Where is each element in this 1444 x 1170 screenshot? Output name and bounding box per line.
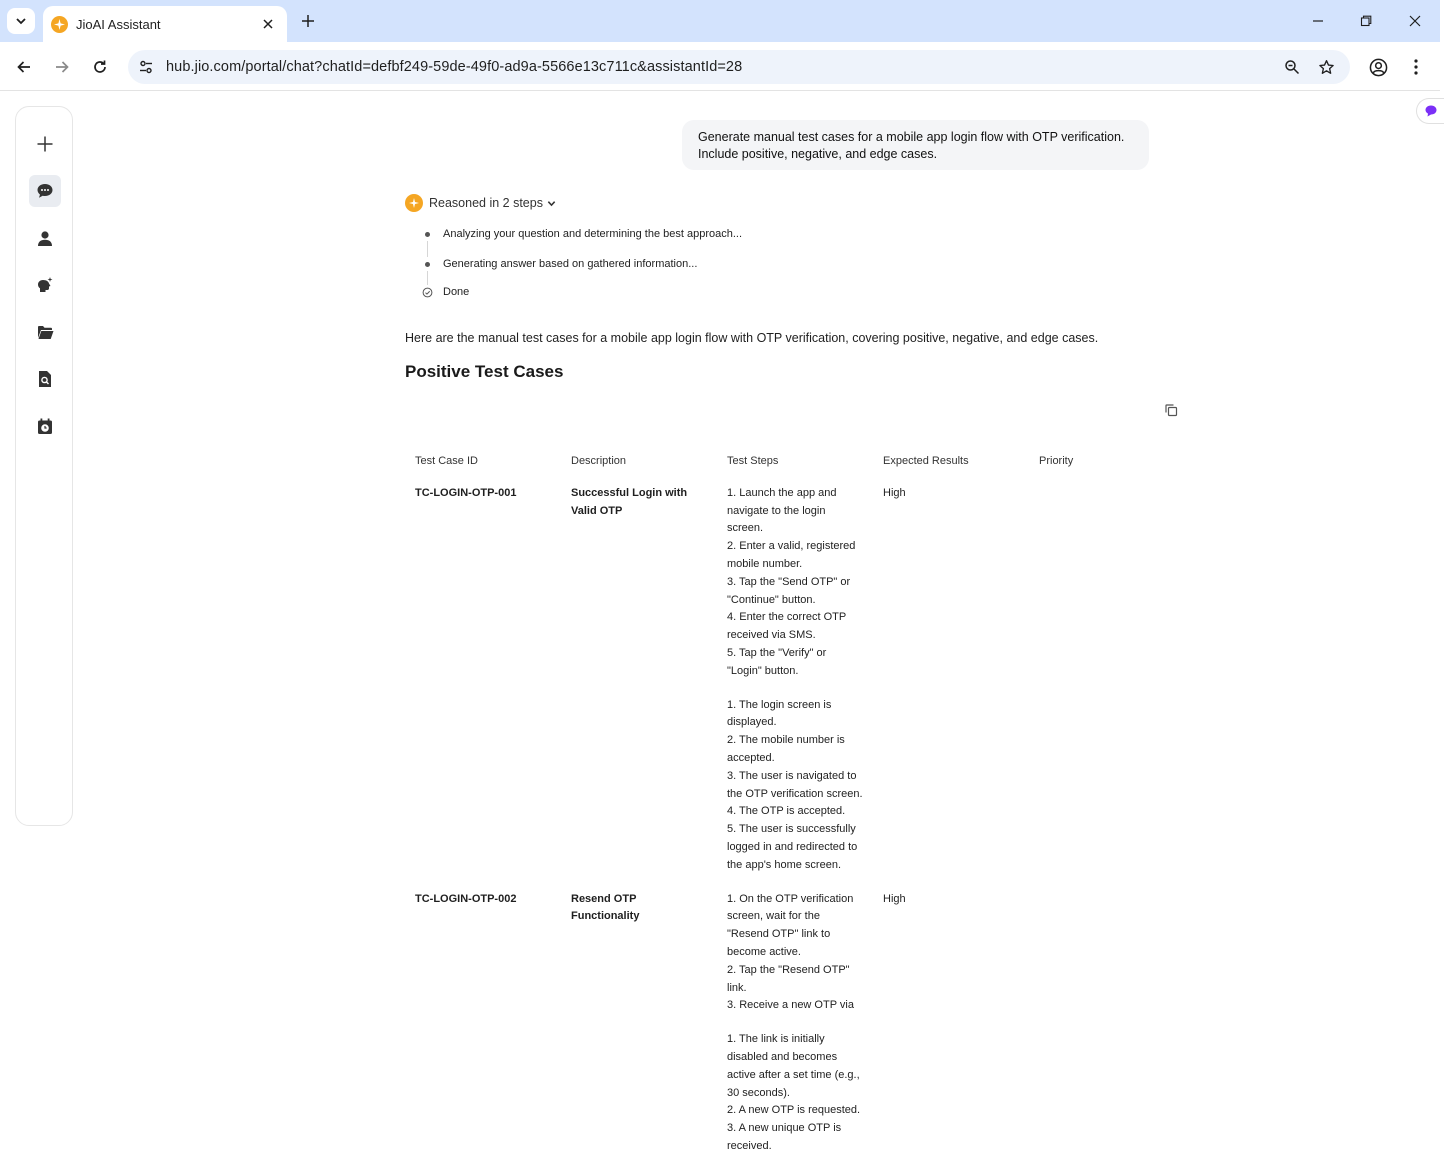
chevron-down-icon: [547, 198, 557, 208]
arrow-right-icon: [54, 59, 70, 75]
brain-sparkle-icon: [36, 276, 54, 294]
chat-bubble-icon: [1424, 104, 1438, 118]
bullet-icon: [420, 257, 434, 271]
column-header: Test Steps: [727, 455, 779, 467]
person-icon: [37, 230, 53, 247]
test-case-expected: 1. The link is initially disabled and becomes active after a set time (e.g., 30 seconds). 2. A new OTP is requested. 3. A new unique OTP is received.: [727, 1033, 861, 1152]
floating-assistant-button[interactable]: [1416, 98, 1444, 124]
url-text: hub.jio.com/portal/chat?chatId=defbf249-59de-49f0-ad9a-5566e13c711c&assistantId=28: [166, 59, 743, 75]
minimize-button[interactable]: [1305, 8, 1331, 34]
bookmark-button[interactable]: [1314, 55, 1338, 79]
browser-toolbar: [0, 42, 1440, 91]
section-title: Positive Test Cases: [405, 362, 564, 381]
forward-button[interactable]: [49, 54, 75, 80]
reasoning-step-text: Generating answer based on gathered information...: [443, 258, 698, 270]
test-case-steps: 1. On the OTP verification screen, wait for the "Resend OTP" link to become active. 2. Tap the "Resend OTP" link. 3. Receive a new OTP via: [727, 892, 854, 1012]
address-bar[interactable]: [128, 50, 1350, 84]
folder-icon: [37, 325, 54, 340]
menu-button[interactable]: [1403, 54, 1429, 80]
sidebar-item-documents[interactable]: [29, 363, 61, 395]
tab-close-button[interactable]: [259, 15, 277, 33]
reasoning-step-text: Analyzing your question and determining the best approach...: [443, 228, 743, 240]
sidebar-item-assistants[interactable]: [29, 222, 61, 254]
reasoning-label: Reasoned in 2 steps: [429, 196, 543, 210]
check-circle-icon: [420, 285, 434, 299]
reasoning-step: [420, 285, 469, 299]
zoom-icon: [1284, 59, 1300, 75]
test-case-description: Successful Login with Valid OTP: [571, 486, 688, 517]
reasoning-step-text: Done: [443, 286, 470, 298]
test-cases-table: [405, 449, 1129, 1170]
test-case-id: TC-LOGIN-OTP-002: [415, 892, 517, 905]
reasoning-step: [420, 257, 697, 271]
test-case-priority: High: [883, 486, 906, 499]
table-row: [405, 889, 1129, 1170]
table-header-row: [405, 449, 1129, 483]
profile-button[interactable]: [1365, 54, 1391, 80]
tab-title: JioAI Assistant: [76, 16, 161, 32]
sparkle-icon: [405, 194, 423, 212]
test-case-id: TC-LOGIN-OTP-001: [415, 486, 517, 499]
doc-search-icon: [37, 370, 53, 388]
tab-search-button[interactable]: [7, 8, 35, 34]
sidebar-item-chats[interactable]: [29, 175, 61, 207]
copy-table-button[interactable]: [1163, 402, 1179, 418]
reasoning-toggle[interactable]: [405, 194, 557, 212]
restore-icon: [1360, 15, 1372, 27]
kebab-icon: [1414, 59, 1418, 75]
plus-icon: [36, 135, 54, 153]
tune-icon[interactable]: [130, 51, 162, 83]
test-case-steps: 1. Launch the app and navigate to the login screen. 2. Enter a valid, registered mobile number. 3. Tap the "Send OTP" or "Continue" button. 4. Enter the correct OTP received via SMS. 5. Tap the "Verify" or "Login" button.: [727, 486, 856, 677]
sparkle-icon: [51, 16, 68, 33]
close-icon: [1409, 15, 1421, 27]
answer-intro: Here are the manual test cases for a mobile app login flow with OTP verification, covering positive, negative, and edge cases.: [405, 331, 1099, 345]
chat-bubble-icon: [36, 182, 54, 200]
window-close-button[interactable]: [1402, 8, 1428, 34]
new-chat-button[interactable]: [29, 128, 61, 160]
copy-icon: [1164, 403, 1178, 417]
arrow-left-icon: [16, 59, 32, 75]
tab-strip: [0, 0, 1440, 42]
back-button[interactable]: [11, 54, 37, 80]
table-row: [405, 483, 1129, 889]
sidebar-item-tools[interactable]: [29, 269, 61, 301]
calendar-clock-icon: [37, 418, 53, 435]
user-message-line: Include positive, negative, and edge cases.: [698, 147, 938, 161]
left-sidebar: [15, 106, 73, 826]
user-message-line: Generate manual test cases for a mobile app login flow with OTP verification.: [698, 130, 1125, 144]
column-header: Priority: [1039, 455, 1074, 467]
test-case-expected: 1. The login screen is displayed. 2. The mobile number is accepted. 3. The user is navigated to the OTP verification screen. 4. The OTP is accepted. 5. The user is successfully logged in and redirected to the app's home screen.: [727, 698, 863, 871]
star-icon: [1318, 59, 1335, 76]
reasoning-step: [420, 227, 742, 241]
test-case-priority: High: [883, 892, 906, 905]
user-message-bubble: [682, 120, 1149, 170]
zoom-button[interactable]: [1280, 55, 1304, 79]
column-header: Description: [571, 455, 627, 467]
restore-button[interactable]: [1353, 8, 1379, 34]
reload-icon: [92, 59, 108, 75]
chevron-down-icon: [15, 15, 27, 27]
new-tab-button[interactable]: [297, 10, 319, 32]
sidebar-item-scheduled[interactable]: [29, 410, 61, 442]
test-case-description: Resend OTP Functionality: [571, 892, 640, 923]
close-icon: [263, 19, 273, 29]
column-header: Expected Results: [883, 455, 969, 467]
column-header: Test Case ID: [415, 455, 478, 467]
plus-icon: [301, 14, 315, 28]
minimize-icon: [1312, 15, 1324, 27]
profile-icon: [1369, 58, 1388, 77]
browser-tab[interactable]: [43, 6, 287, 42]
reload-button[interactable]: [87, 54, 113, 80]
sidebar-item-files[interactable]: [29, 316, 61, 348]
bullet-icon: [420, 227, 434, 241]
